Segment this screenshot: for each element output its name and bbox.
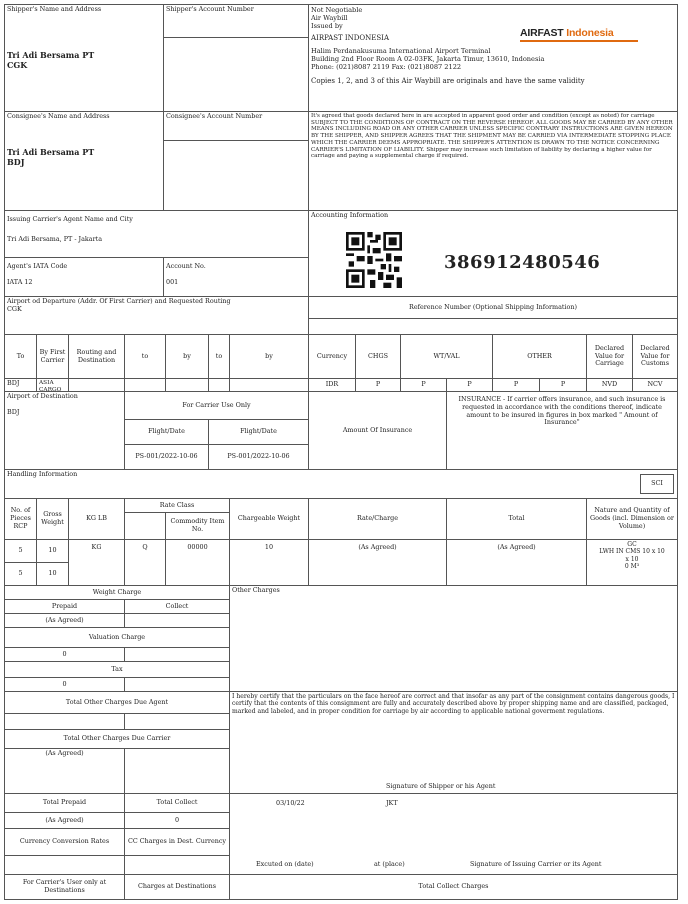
- carrier-use-dest-label: For Carrier's User only at Destinations: [4, 874, 125, 900]
- val-to2: [124, 378, 166, 392]
- handling-label: Handling Information: [7, 470, 78, 478]
- carrier-use-box: For Carrier Use Only: [124, 391, 309, 420]
- other-carrier-collect: [124, 748, 230, 794]
- shipper-box: [4, 4, 164, 112]
- val-routing: [68, 378, 125, 392]
- prepaid-label: Prepaid: [4, 599, 125, 614]
- cc-charges-label: CC Charges in Dest. Currency: [124, 828, 230, 856]
- not-negotiable: Not Negotiable: [311, 6, 363, 14]
- rate-value: (As Agreed): [308, 539, 447, 586]
- flight2-label-cell: Flight/Date: [208, 419, 309, 445]
- val-to3: [208, 378, 230, 392]
- consignee-account-label: Consignee's Account Number: [166, 112, 263, 120]
- total-collect-label: Total Collect: [124, 793, 230, 813]
- hdr-chargeable: Chargeable Weight: [229, 498, 309, 540]
- hdr-by-first: By First Carrier: [36, 334, 69, 379]
- logo-underline: [520, 40, 638, 42]
- consignee-label: Consignee's Name and Address: [7, 112, 110, 120]
- logo-sub: Indonesia: [566, 27, 614, 39]
- consignee-name: Tri Adi Bersama PT: [7, 146, 95, 157]
- cc-charges-value: [124, 855, 230, 875]
- issuer-company: AIRPAST INDONESIA: [311, 34, 389, 43]
- hdr-rate-class-blank: [124, 512, 166, 540]
- flight1-value: PS-001/2022-10-06: [124, 444, 209, 470]
- hdr-pieces: No. of Pieces RCP: [4, 498, 37, 540]
- shipper-city: CGK: [7, 59, 28, 70]
- sci-box: SCI: [640, 474, 674, 494]
- agent-label: Issuing Carrier's Agent Name and City: [7, 215, 133, 223]
- iata-box: [4, 257, 164, 297]
- hdr-by3: by: [229, 334, 309, 379]
- val-chgs: P: [355, 378, 401, 392]
- qr-code-icon: [346, 232, 402, 288]
- chargeable-value: 10: [229, 539, 309, 586]
- carrier-signature-label: Signature of Issuing Carrier or its Agent: [470, 860, 602, 868]
- issued-by: Issued by: [311, 22, 343, 31]
- reference-box: [308, 296, 678, 319]
- val-to: BDJ: [4, 378, 37, 392]
- other-carrier-label: Total Other Charges Due Carrier: [4, 729, 230, 749]
- total-collect-charges-label: Total Collect Charges: [229, 874, 678, 900]
- valuation-label: Valuation Charge: [4, 627, 230, 648]
- airfast-logo: [520, 27, 613, 39]
- hdr-to: To: [4, 334, 37, 379]
- val-by-first: ASIA CARGO: [36, 378, 69, 392]
- issuer-box: [308, 4, 678, 112]
- accounting-label: Accounting Information: [311, 211, 389, 219]
- reference-label: Reference Number (Optional Shipping Information): [409, 302, 577, 311]
- weight-collect-value: [124, 613, 230, 628]
- tax-prepaid: 0: [4, 677, 125, 692]
- issuer-address1: Halim Perdanakusuma International Airport Terminal: [311, 46, 491, 55]
- consignee-city: BDJ: [7, 156, 25, 167]
- destination-label: Airport of Destination: [7, 392, 78, 400]
- insurance-text-box: [446, 391, 678, 470]
- destination-box: [4, 391, 125, 470]
- val-declared-carriage: NVD: [586, 378, 633, 392]
- executed-date-label: Excuted on (date): [256, 860, 314, 868]
- currency-conversion-value: [4, 855, 125, 875]
- tax-collect: [124, 677, 230, 692]
- total-collect-value: 0: [124, 812, 230, 829]
- val-by3: [229, 378, 309, 392]
- shipper-signature-label: Signature of Shipper or his Agent: [386, 782, 496, 790]
- gross-2: 10: [36, 562, 69, 586]
- hdr-chgs: CHGS: [355, 334, 401, 379]
- rate-class-value: Q: [124, 539, 166, 586]
- other-carrier-prepaid: (As Agreed): [4, 748, 125, 794]
- flight1-label-cell: Flight/Date: [124, 419, 209, 445]
- hdr-kglb: KG LB: [68, 498, 125, 540]
- consignee-account-box: [163, 111, 309, 141]
- total-prepaid-label: Total Prepaid: [4, 793, 125, 813]
- commodity-value: 00000: [165, 539, 230, 586]
- issuer-phone: Phone: (021)8087 2119 Fax: (021)8087 2122: [311, 62, 462, 71]
- handling-box: [4, 469, 678, 499]
- other-agent-prepaid: [4, 713, 125, 730]
- certification-text: I hereby certify that the particulars on the face hereof are correct and that insofar as any part of the consignment contains dangerous goods, I certify that the contents of this consignment are fully and accurately described above by proper shipping name and are classified, packaged, marked and labeled, and in proper condition for carriage by air according to applicable national goverment regulations.: [232, 693, 675, 715]
- other-agent-collect: [124, 713, 230, 730]
- weight-prepaid-value: (As Agreed): [4, 613, 125, 628]
- kglb-value: KG: [68, 539, 125, 586]
- hdr-to3: to: [208, 334, 230, 379]
- issuer-address2: Building 2nd Floor Room A 02-03FK, Jakarta Timur, 13610, Indonesia: [311, 54, 545, 63]
- reference-blank: [308, 318, 678, 335]
- awb-number: 386912480546: [444, 252, 601, 273]
- shipper-account-label: Shipper's Account Number: [166, 5, 254, 13]
- val-declared-customs: NCV: [632, 378, 678, 392]
- pieces-2: 5: [4, 562, 37, 586]
- gross-1: 10: [36, 539, 69, 563]
- nature-value: GC LWH IN CMS 10 x 10 x 10 0 M³: [586, 539, 678, 586]
- hdr-by2: by: [165, 334, 209, 379]
- flight2-value: PS-001/2022-10-06: [208, 444, 309, 470]
- hdr-currency: Currency: [308, 334, 356, 379]
- conditions-text: It's agreed that goods declared here in are accepted in apparent good order and condition (except as noted) for carriage SUBJECT TO THE CONDITIONS OF CONTRACT ON THE REVERSE HEREOF. ALL GOODS MAY BE CARRIED BY ANY OTHER MEANS INCLUDING ROAD OR ANY OTHER CARRIER UNLESS SPECIFIC CONTRARY INSTRUCTIONS ARE GIVEN HEREON BY THE SHIPPER, AND SHIPPER AGREES THAT THE SHIPMENT MAY BE CARRIED VIA INTERMEDIATE STOPPING PLACE WHICH THE CARRIER DEEMS APPROPRIATE. THE SHIPPER'S ATTENTION IS DRAWN TO THE NOTICE CONCERNING CARRIER'S LIMITATION OF LIABILITY. Shipper may increase such limitation of liability by declaring a higher value for carriage and paying a supplemental charge if required.: [311, 113, 673, 160]
- valuation-prepaid: 0: [4, 647, 125, 662]
- air-waybill-title: Air Waybill: [311, 14, 348, 23]
- val-ot2: P: [539, 378, 587, 392]
- account-no-label: Account No.: [166, 262, 206, 270]
- hdr-declared-carriage: Declared Value for Carriage: [586, 334, 633, 379]
- val-ot1: P: [492, 378, 540, 392]
- agent-box: [4, 210, 309, 258]
- shipper-name: Tri Adi Bersama PT: [7, 49, 95, 60]
- logo-main: AIRFAST: [520, 27, 564, 39]
- destination-value: BDJ: [7, 407, 20, 416]
- other-charges-box: [229, 585, 678, 692]
- valuation-collect: [124, 647, 230, 662]
- total-value: (As Agreed): [446, 539, 587, 586]
- val-by2: [165, 378, 209, 392]
- copies-note: Copies 1, 2, and 3 of this Air Waybill are originals and have the same validity: [311, 76, 585, 85]
- currency-conversion-label: Currency Conversion Rates: [4, 828, 125, 856]
- insurance-text: INSURANCE - If carrier offers insurance, and such insurance is requested in accordance with the conditions thereof, indicate amount to be insured in figures in box marked " Amount of Insurance": [458, 395, 666, 427]
- shipper-label: Shipper's Name and Address: [7, 5, 102, 13]
- val-wt2: P: [446, 378, 493, 392]
- departure-value: CGK: [7, 304, 22, 313]
- certification-box: [229, 691, 678, 794]
- departure-label: Airport od Departure (Addr. Of First Carrier) and Requested Routing: [7, 297, 231, 305]
- execution-place-value: JKT: [386, 799, 398, 807]
- hdr-declared-customs: Declared Value for Customs: [632, 334, 678, 379]
- val-currency: IDR: [308, 378, 356, 392]
- weight-charge-label: Weight Charge: [4, 585, 230, 600]
- hdr-routing: Routing and Destination: [68, 334, 125, 379]
- iata-label: Agent's IATA Code: [7, 262, 68, 270]
- departure-box: [4, 296, 309, 335]
- shipper-account-box: [163, 4, 309, 38]
- agent-value: Tri Adi Bersama, PT - Jakarta: [7, 234, 103, 243]
- conditions-box: [308, 111, 678, 211]
- at-place-label: at (place): [374, 860, 405, 868]
- other-agent-label: Total Other Charges Due Agent: [4, 691, 230, 714]
- hdr-rate: Rate/Charge: [308, 498, 447, 540]
- hdr-rate-class: Rate Class: [124, 498, 230, 513]
- hdr-nature: Nature and Quantity of Goods (incl. Dimension or Volume): [586, 498, 678, 540]
- hdr-wtval: WT/VAL: [400, 334, 493, 379]
- pieces-1: 5: [4, 539, 37, 563]
- account-no-value: 001: [166, 277, 179, 286]
- other-charges-label: Other Charges: [232, 586, 280, 594]
- hdr-commodity: Commodity Item No.: [165, 512, 230, 540]
- hdr-to2: to: [124, 334, 166, 379]
- iata-value: IATA 12: [7, 277, 33, 286]
- charges-dest-label: Charges at Destinations: [124, 874, 230, 900]
- total-prepaid-value: (As Agreed): [4, 812, 125, 829]
- val-wt1: P: [400, 378, 447, 392]
- consignee-box: [4, 111, 164, 211]
- consignee-blank: [163, 140, 309, 211]
- hdr-other: OTHER: [492, 334, 587, 379]
- account-no-box: [163, 257, 309, 297]
- hdr-total: Total: [446, 498, 587, 540]
- shipper-blank: [163, 37, 309, 112]
- execution-date-value: 03/10/22: [276, 799, 305, 807]
- collect-label: Collect: [124, 599, 230, 614]
- tax-label: Tax: [4, 661, 230, 678]
- hdr-gross: Gross Weight: [36, 498, 69, 540]
- insurance-amount-box: Amount Of Insurance: [308, 391, 447, 470]
